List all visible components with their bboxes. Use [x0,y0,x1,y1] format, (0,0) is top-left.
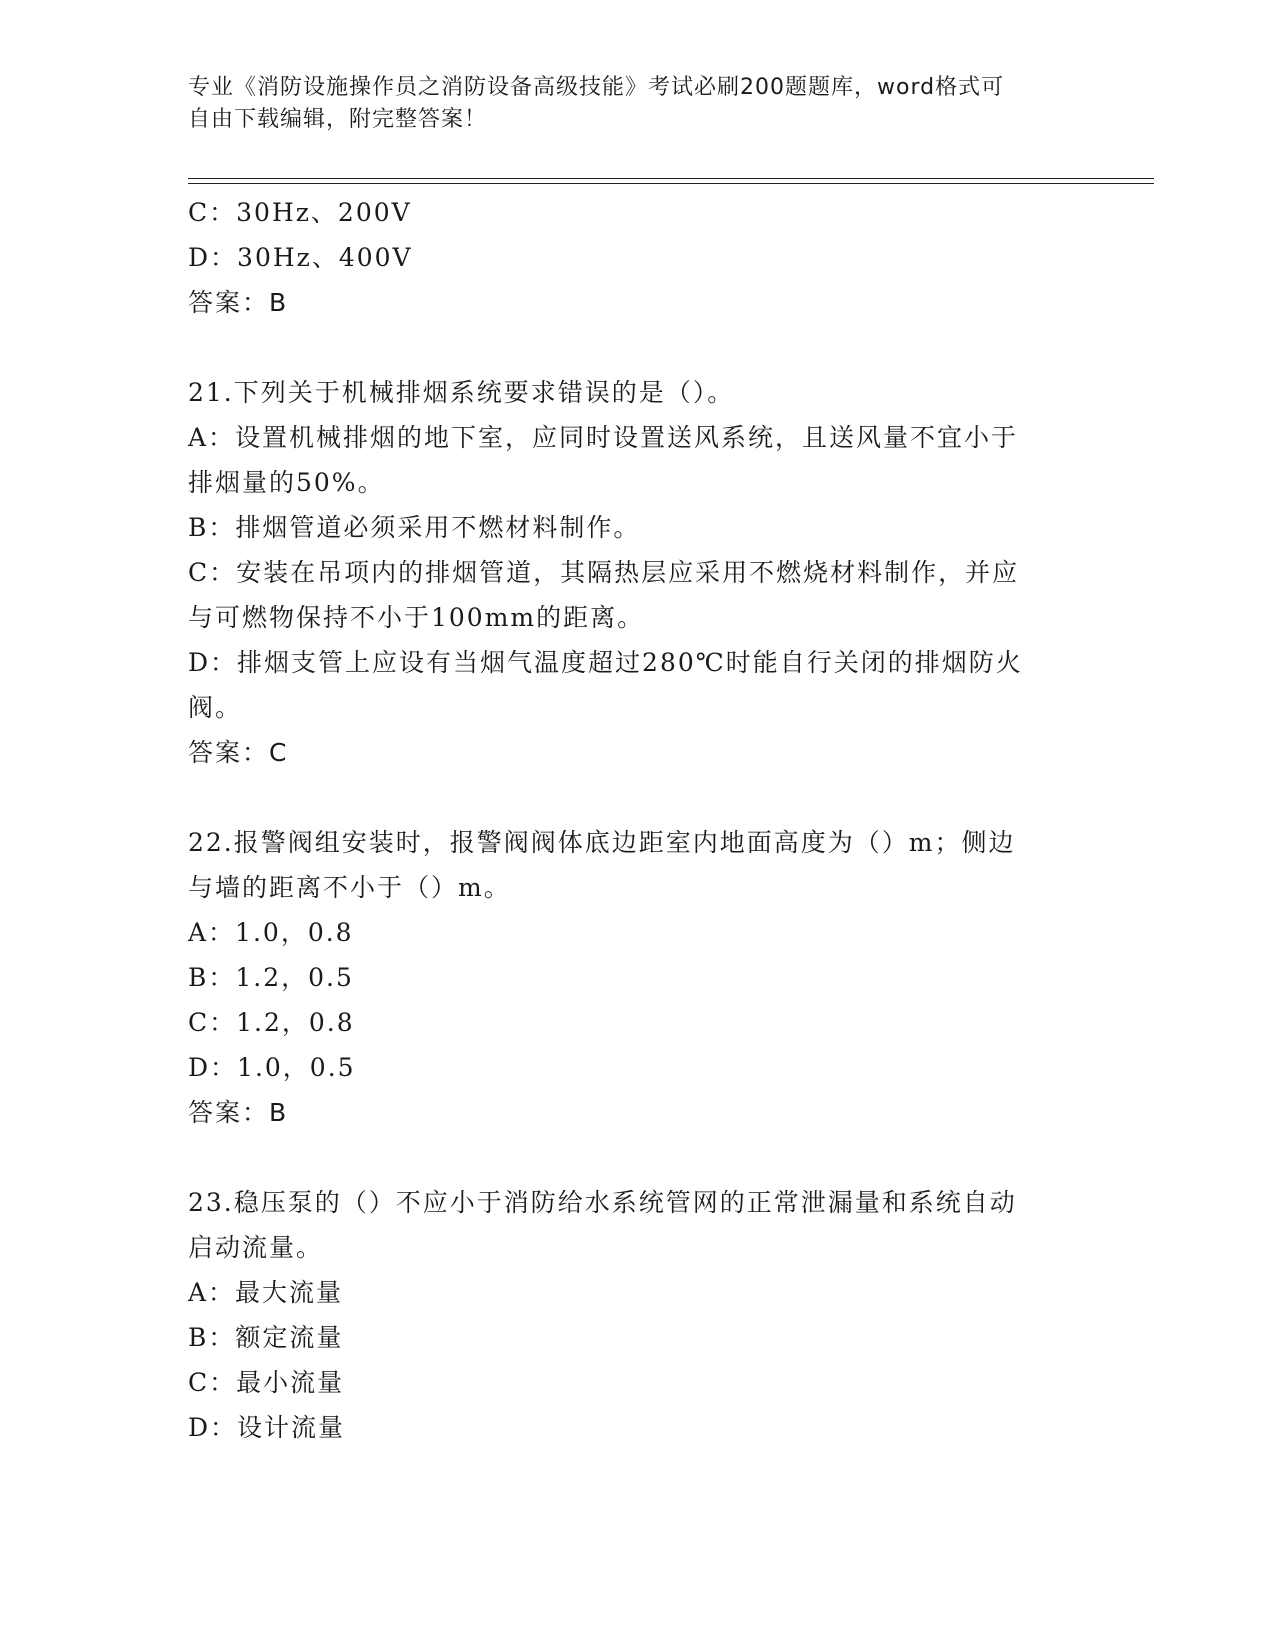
option-b: B：排烟管道必须采用不燃材料制作。 [188,513,641,542]
question-stem: 23.稳压泵的（）不应小于消防给水系统管网的正常泄漏量和系统自动 [188,1188,1017,1217]
option-d: D：排烟支管上应设有当烟气温度超过280℃时能自行关闭的排烟防火 [188,648,1023,677]
option-d-continued: 阀。 [188,693,243,722]
spacer [188,775,1088,820]
option-b: B：1.2，0.5 [188,963,354,992]
header-divider-bottom [188,183,1154,184]
previous-question-tail [188,190,1088,325]
header-divider-top [188,178,1154,179]
answer-line: 答案：B [188,1098,289,1127]
question-stem-continued: 启动流量。 [188,1233,324,1262]
option-a: A：设置机械排烟的地下室，应同时设置送风系统，且送风量不宜小于 [188,423,1019,452]
option-c: C：最小流量 [188,1368,345,1397]
option-c-continued: 与可燃物保持不小于100mm的距离。 [188,603,645,632]
option-c: C：30Hz、200V [188,198,412,227]
question-stem: 22.报警阀组安装时，报警阀阀体底边距室内地面高度为（）m；侧边 [188,828,1016,857]
document-header [188,72,1068,136]
spacer [188,1135,1088,1180]
question-22 [188,820,1088,1135]
option-c: C：安装在吊项内的排烟管道，其隔热层应采用不燃烧材料制作，并应 [188,558,1020,587]
question-content [188,190,1088,1450]
option-d: D：30Hz、400V [188,243,413,272]
question-23 [188,1180,1088,1450]
answer-line: 答案：B [188,288,289,317]
answer-line: 答案：C [188,738,289,767]
option-d: D：1.0，0.5 [188,1053,356,1082]
option-a: A：最大流量 [188,1278,344,1307]
question-stem: 21.下列关于机械排烟系统要求错误的是（）。 [188,378,735,407]
option-d: D：设计流量 [188,1413,346,1442]
option-b: B：额定流量 [188,1323,344,1352]
header-title-line-1: 专业《消防设施操作员之消防设备高级技能》考试必刷200题题库，word格式可 [188,75,1005,100]
question-stem-continued: 与墙的距离不小于（）m。 [188,873,511,902]
spacer [188,325,1088,370]
option-a: A：1.0，0.8 [188,918,354,947]
option-c: C：1.2，0.8 [188,1008,355,1037]
option-a-continued: 排烟量的50%。 [188,468,385,497]
question-21 [188,370,1088,775]
header-title-line-2: 自由下载编辑，附完整答案！ [188,107,488,132]
